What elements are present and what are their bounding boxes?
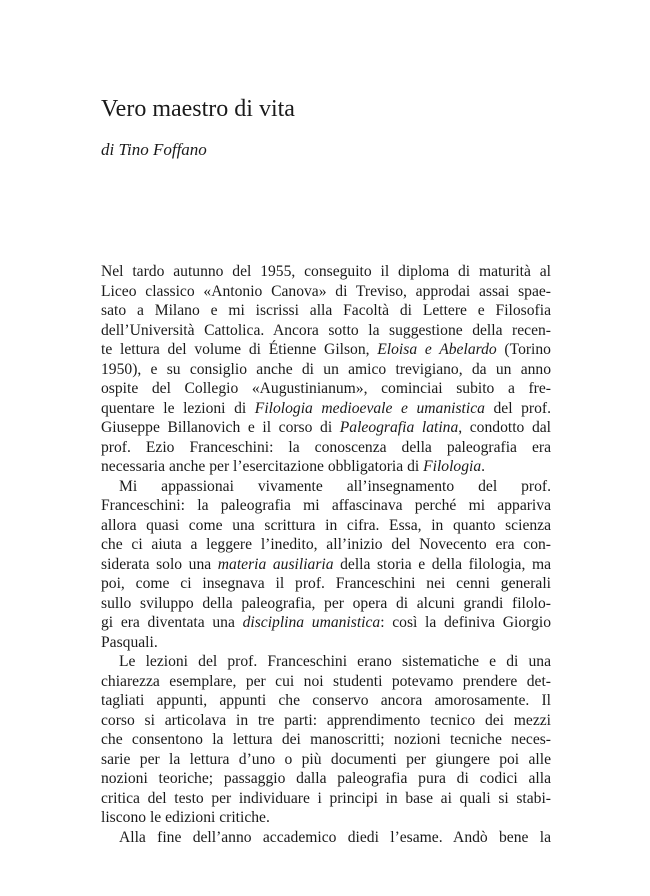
text-line: Mi appassionai vivamente all’insegnamento del prof. (119, 477, 551, 495)
text-line: che consentono la lettura dei manoscritti; nozioni tecniche neces- (101, 731, 551, 748)
italic-phrase: Filologia medioevale e umanistica (254, 399, 485, 417)
text-line: Le lezioni del prof. Franceschini erano sistematiche e di una (119, 653, 551, 670)
text-line: te lettura del volume di Étienne Gilson, Eloisa e Abelardo (Torino (101, 341, 551, 358)
italic-phrase: materia ausiliaria (217, 555, 334, 573)
text-line: corso si articolava in tre parti: apprendimento tecnico dei mezzi (101, 711, 551, 729)
text-line: Liceo classico «Antonio Canova» di Treviso, approdai assai spae- (101, 282, 551, 300)
text-line: quentare le lezioni di Filologia medioevale e umanistica del prof. (101, 399, 551, 417)
text-line: allora quasi come una scrittura in cifra. Essa, in quanto scienza (101, 516, 551, 534)
text-line: ospite del Collegio «Augustinianum», cominciai subito a fre- (101, 380, 551, 397)
italic-phrase: Eloisa e Abelardo (377, 341, 497, 358)
text-line: siderata solo una materia ausiliaria della storia e della filologia, ma (101, 555, 551, 573)
text-line: poi, come ci insegnava il prof. Franceschini nei cenni generali (101, 575, 551, 592)
text-line: nozioni teoriche; passaggio dalla paleografia pura di codici alla (101, 770, 551, 787)
italic-phrase: disciplina umanistica (242, 614, 381, 631)
text-line: sarie per la lettura d’uno o più documenti per giungere poi alle (101, 750, 551, 768)
text-line: 1950), e su consiglio anche di un amico trevigiano, da un anno (101, 360, 551, 378)
article-body (101, 262, 551, 847)
italic-phrase: Filologia (423, 458, 482, 475)
text-line: necessaria anche per l’esercitazione obbligatoria di Filologia. (101, 458, 486, 475)
text-line: Alla fine dell’anno accademico diedi l’esame. Andò bene la (119, 828, 551, 846)
text-line: liscono le edizioni critiche. (101, 809, 270, 826)
text-line: prof. Ezio Franceschini: la conoscenza della paleografia era (101, 438, 551, 456)
text-line: chiarezza esemplare, per cui noi studenti potevamo prendere det- (101, 672, 551, 690)
text-line: Pasquali. (101, 633, 158, 651)
text-line: che ci aiuta a leggere l’inedito, all’inizio del Novecento era con- (101, 536, 551, 553)
text-line: sato a Milano e mi iscrissi alla Facoltà di Lettere e Filosofia (101, 302, 551, 319)
text-line: gi era diventata una disciplina umanistica: così la definiva Giorgio (101, 614, 551, 631)
text-line: sullo sviluppo della paleografia, per opera di alcuni grandi filolo- (101, 594, 551, 612)
article-title: Vero maestro di vita (101, 96, 295, 122)
text-line: critica del testo per individuare i principi in base ai quali si stabi- (101, 789, 551, 807)
article-author: di Tino Foffano (101, 140, 207, 159)
italic-phrase: Paleografia latina (339, 419, 459, 436)
text-line: Franceschini: la paleografia mi affascinava perché mi appariva (101, 497, 551, 514)
text-line: tagliati appunti, appunti che conservo ancora amorosamente. Il (101, 692, 551, 709)
text-line: Nel tardo autunno del 1955, conseguito il diploma di maturità al (101, 263, 551, 280)
text-line: dell’Università Cattolica. Ancora sotto la suggestione della recen- (101, 321, 551, 339)
text-line: Giuseppe Billanovich e il corso di Paleografia latina, condotto dal (101, 419, 551, 436)
